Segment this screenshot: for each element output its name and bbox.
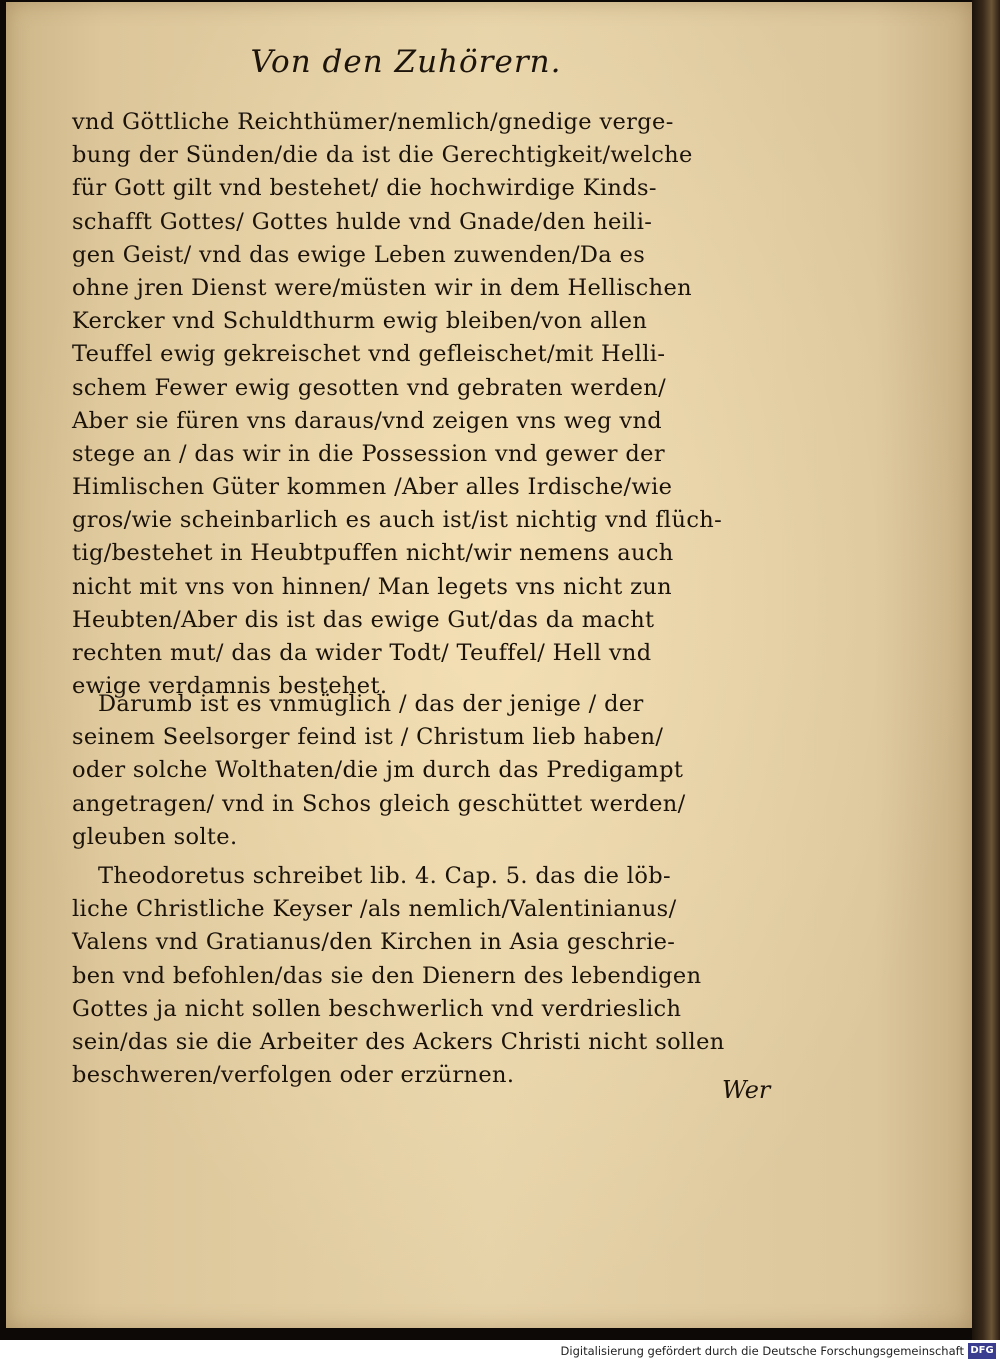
text-line: Aber sie füren vns daraus/vnd zeigen vns weg vnd — [72, 407, 663, 434]
text-line: Teuffel ewig gekreischet vnd gefleischet/mit Helli‑ — [72, 341, 666, 368]
text-line: oder solche Wolthaten/die jm durch das Predigampt — [72, 757, 684, 784]
text-line: sein/das sie die Arbeiter des Ackers Christi nicht sollen — [72, 1028, 725, 1055]
text-line: ohne jren Dienst were/müsten wir in dem Hellischen — [72, 274, 692, 301]
text-line: Darumb ist es vnmüglich / das der jenige / der — [98, 691, 644, 717]
text-line: stege an / das wir in die Possession vnd gewer der — [72, 440, 665, 467]
text-line: schafft Gottes/ Gottes hulde vnd Gnade/den heili‑ — [72, 208, 653, 235]
text-line: gleuben solte. — [72, 823, 238, 850]
dfg-logo-icon: DFG — [968, 1343, 996, 1359]
book-page — [6, 2, 972, 1328]
funding-credit: Digitalisierung gefördert durch die Deutsche Forschungsgemeinschaft — [560, 1344, 964, 1358]
footer-bar — [0, 1340, 1000, 1364]
text-line: beschweren/verfolgen oder erzürnen. — [72, 1062, 515, 1089]
text-line: Himlischen Güter kommen /Aber alles Irdische/wie — [72, 474, 673, 501]
paragraph-3 — [72, 860, 784, 1092]
text-line: tig/bestehet in Heubtpuffen nicht/wir nemens auch — [72, 540, 674, 567]
catchword: Wer — [722, 1076, 771, 1104]
text-line: angetragen/ vnd in Schos gleich geschüttet werden/ — [72, 790, 686, 817]
text-line: ben vnd befohlen/das sie den Dienern des lebendigen — [72, 962, 702, 989]
paragraph-2 — [72, 688, 784, 854]
text-line: Theodoretus schreibet lib. 4. Cap. 5. das die löb‑ — [98, 863, 671, 889]
text-line: Gottes ja nicht sollen beschwerlich vnd verdrieslich — [72, 995, 682, 1022]
text-line: ewige verdamnis bestehet. — [72, 673, 388, 700]
text-line: gen Geist/ vnd das ewige Leben zuwenden/Da es — [72, 241, 646, 268]
text-line: Heubten/Aber dis ist das ewige Gut/das da macht — [72, 606, 655, 633]
text-line: rechten mut/ das da wider Todt/ Teuffel/ Hell vnd — [72, 640, 652, 666]
text-line: Valens vnd Gratianus/den Kirchen in Asia geschrie‑ — [72, 929, 676, 956]
text-line: gros/wie scheinbarlich es auch ist/ist nichtig vnd flüch‑ — [72, 507, 723, 534]
text-line: seinem Seelsorger feind ist / Christum lieb haben/ — [72, 724, 664, 751]
paragraph-1 — [72, 106, 784, 703]
running-head: Von den Zuhörern. — [250, 44, 562, 80]
text-line: schem Fewer ewig gesotten vnd gebraten werden/ — [72, 374, 667, 401]
text-line: bung der Sünden/die da ist die Gerechtigkeit/welche — [72, 142, 693, 169]
page-edge — [972, 0, 1000, 1340]
text-line: vnd Göttliche Reichthümer/nemlich/gnedige verge‑ — [72, 109, 674, 135]
text-line: nicht mit vns von hinnen/ Man legets vns nicht zun — [72, 573, 672, 600]
text-line: für Gott gilt vnd bestehet/ die hochwirdige Kinds‑ — [72, 175, 657, 202]
text-line: liche Christliche Keyser /als nemlich/Valentinianus/ — [72, 896, 677, 923]
text-line: Kercker vnd Schuldthurm ewig bleiben/von allen — [72, 308, 648, 335]
